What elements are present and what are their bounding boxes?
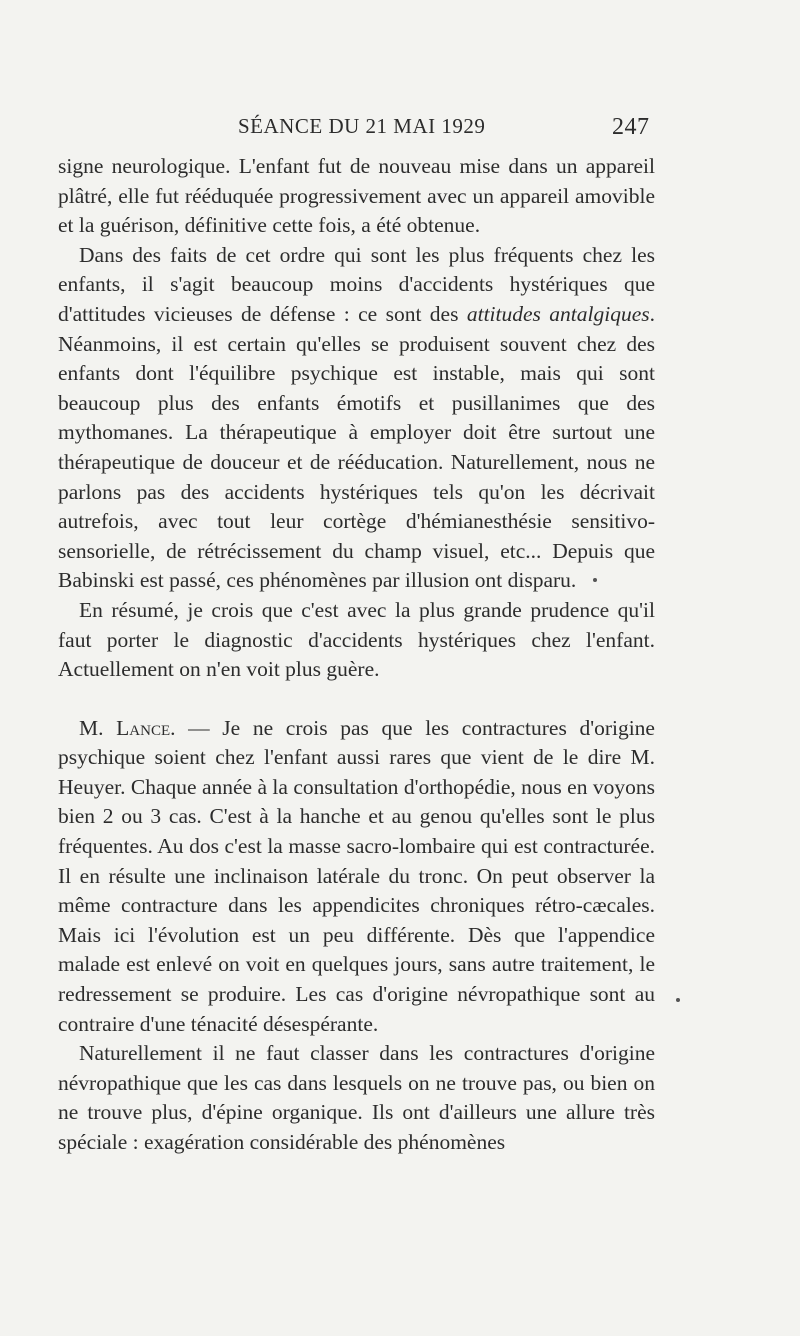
paragraph-5-text: Naturellement il ne faut classer dans les contractures d'origine névropathique que les cas dans lesquels on ne trouve pas, ou bien on ne trouve plus, d'épine organique. Ils ont d'ailleurs une allure très spéciale : exagération considérable des phénomènes [58, 1041, 655, 1154]
title-year: 1929 [441, 114, 486, 138]
page-header [0, 114, 800, 142]
title-prefix: SÉANCE [238, 114, 323, 138]
running-title [238, 114, 485, 139]
body-text [58, 152, 655, 1158]
paragraph-4-text: — Je ne crois pas que les contractures d'origine psychique soient chez l'enfant aussi rares que vient de le dire M. Heuyer. Chaque année à la consultation d'orthopédie, nous en voyons bien 2 ou 3 cas. C'est à la hanche et au genou qu'elles sont le plus fréquentes. Au dos c'est la masse sacro-lombaire qui est contracturée. Il en résulte une inclinaison latérale du tronc. On peut observer la même contracture dans les appendicites chroniques rétro-cæcales. Mais ici l'évolution est un peu différente. Dès que l'appendice malade est enlevé on voit en quelques jours, sans autre traitement, le redressement se produire. Les cas d'origine névropathique sont au contraire d'une ténacité désespérante. [58, 715, 655, 1036]
paragraph-2-text: Dans des faits de cet ordre qui sont les plus fréquents chez les enfants, il s'agit beaucoup moins d'accidents hystériques que d'attitudes vicieuses de défense : ce sont des [58, 242, 655, 326]
paragraph-1 [58, 152, 655, 241]
paragraph-1-text: signe neurologique. L'enfant fut de nouveau mise dans un appareil plâtré, elle fut rééduquée progressivement avec un appareil amovible et la guérison, définitive cette fois, a été obtenue. [58, 154, 655, 238]
title-day: 21 [365, 114, 388, 138]
paragraph-2-emphasis: attitudes antalgiques [466, 301, 650, 326]
paragraph-4 [58, 714, 655, 1040]
ink-speck [676, 998, 680, 1002]
paragraph-2 [58, 241, 655, 596]
paragraph-5 [58, 1039, 655, 1157]
paragraph-3 [58, 596, 655, 685]
title-month: MAI [393, 114, 436, 138]
paragraph-3-text: En résumé, je crois que c'est avec la plus grande prudence qu'il faut porter le diagnostic d'accidents hystériques chez l'enfant. Actuellement on n'en voit plus guère. [58, 597, 655, 682]
ink-speck [593, 578, 597, 582]
paragraph-2-text-after: . Néanmoins, il est certain qu'elles se produisent souvent chez des enfants dont l'équilibre psychique est instable, mais qui sont beaucoup plus des enfants émotifs et pusillanimes que des mythomanes. La thérapeutique à employer doit être surtout une thérapeutique de douceur et de rééducation. Naturellement, nous ne parlons pas des accidents hystériques tels qu'on les décrivait autrefois, avec tout leur cortège d'hémianesthésie sensitivo-sensorielle, de rétrécissement du champ visuel, etc... Depuis que Babinski est passé, ces phénomènes par illusion ont disparu. [58, 301, 655, 593]
speaker-name: M. Lance. [79, 715, 176, 740]
title-du: DU [328, 114, 360, 138]
page-number: 247 [612, 114, 650, 140]
